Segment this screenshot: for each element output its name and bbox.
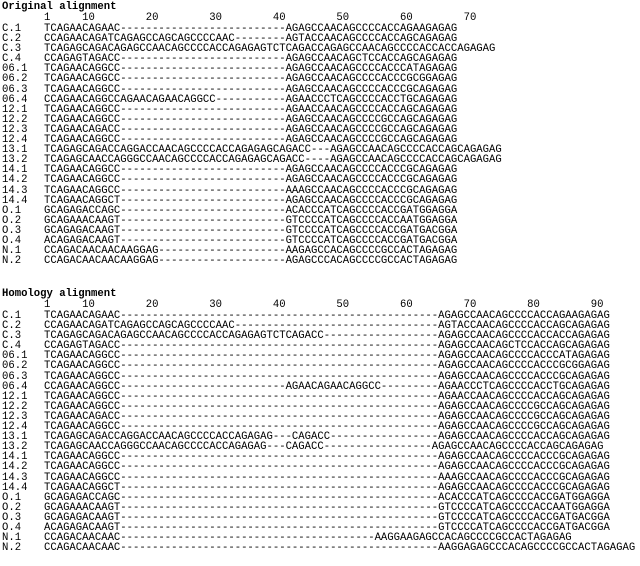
sequence-label: O.3 (2, 224, 22, 237)
sequence-string: CCAGAACAGATCAGAGCCAGCAGCCCCAAC--------AGTACCAACAGCCCCACCAGCAGAGAG (44, 33, 458, 46)
sequence-label: O.2 (2, 214, 22, 227)
sequence-label: N.2 (2, 542, 22, 555)
sequence-string: TCAGAACAGACC--------------------------AGAGCCAACAGCCCCGCCAGCAGAGAG (44, 123, 458, 136)
sequence-string: TCAGAACAGGCC--------------------------AGAGCCAACAGCCCCACCCGCAGAGAG (44, 83, 458, 96)
sequence-label: 12.2 (2, 113, 28, 126)
sequence-label: O.2 (2, 501, 22, 514)
sequence-label: 13.2 (2, 441, 28, 454)
sequence-string: GCAGAAACAAGT--------------------------GTCCCCATCAGCCCCACCAATGGAGGA (44, 214, 458, 227)
sequence-string: TCAGAGCAACCAGGGCCAACAGCCCCACCAGAGAGCAGACC----AGAGCCAACAGCCCCACCAGCAGAGAG (44, 154, 502, 167)
sequence-string: TCAGAACAGGCC--------------------------AGAGCCAACAGCCCCGCCAGCAGAGAG (44, 113, 458, 126)
sequence-label: 14.2 (2, 461, 28, 474)
sequence-label: 12.2 (2, 400, 28, 413)
sequence-string: TCAGAACAGGCC--------------------------AGAGCCAACAGCCCCACCCGCAGAGAG (44, 164, 458, 177)
sequence-label: 14.3 (2, 184, 28, 197)
sequence-label: 12.3 (2, 123, 28, 136)
sequence-string: CCAGACAACAAC----------------------------------------AAGGAAGAGCCACAGCCCCGCCACTAGAGAG (44, 532, 572, 545)
sequence-string: GCAGAAACAAGT--------------------------------------------------GTCCCCATCAGCCCCACCAATGGAGGA (44, 501, 610, 514)
sequence-label: C.3 (2, 330, 22, 343)
sequence-string: TCAGAACAGAAC--------------------------AGAGCCAACAGCCCCACCAGAAGAGAG (44, 23, 458, 35)
sequence-label: 06.1 (2, 350, 28, 363)
original-alignment-section (2, 1, 502, 266)
original-sequence-rows (2, 24, 502, 266)
sequence-label: 14.1 (2, 164, 28, 177)
sequence-string: TCAGAACAGGCC--------------------------------------------------AGAGCCAACAGCCCCACCCGCAGAGAG (44, 461, 610, 474)
sequence-string: TCAGAACAGGCC--------------------------------------------------AGAGCCAACAGCCCCACCCGCGGAGAG (44, 360, 610, 373)
sequence-label: 14.1 (2, 451, 28, 464)
sequence-string: GCAGAGACAAGT--------------------------------------------------GTCCCCATCAGCCCCACCGATGACGGA (44, 511, 610, 524)
sequence-label: O.1 (2, 204, 22, 217)
sequence-string: ACAGAGACAAGT--------------------------------------------------GTCCCCATCAGCCCCACCGATGACGGA (44, 521, 610, 534)
sequence-string: CCAGAACAGGCC--------------------------AGAACAGAACAGGCC---------AGAACCCTCAGCCCCACCTGCAGAGAG (44, 380, 610, 393)
sequence-string: GCAGAGACCAGC--------------------------------------------------ACACCCATCAGCCCCACCGATGGAGGA (44, 491, 610, 504)
homology-alignment-title: Homology alignment (2, 288, 117, 300)
sequence-label: 06.2 (2, 73, 28, 86)
sequence-string: TCAGAACAGGCC--------------------------------------------------AGAACCAACAGCCCCACCAGCAGAGAG (44, 390, 610, 403)
sequence-string: CCAGACAACAACAAGGAG--------------------AGAGCCCACAGCCCCGCCACTAGAGAG (44, 255, 458, 268)
sequence-label: 14.4 (2, 194, 28, 207)
sequence-string: TCAGAGCAGACAGAGCCAACAGCCCCACCAGAGAGTCTCAGACC------------------AGAGCCAACAGCCCCACCACCAGAGAG (44, 330, 610, 343)
sequence-label: 06.2 (2, 360, 28, 373)
sequence-row (2, 256, 502, 266)
sequence-label: 06.3 (2, 370, 28, 383)
sequence-row (2, 543, 635, 553)
homology-alignment-section (2, 288, 635, 553)
sequence-label: C.2 (2, 33, 22, 46)
sequence-label: C.1 (2, 310, 22, 322)
sequence-string: GCAGAGACCAGC--------------------------ACACCCATCAGCCCCACCGATGGAGGA (44, 204, 458, 217)
sequence-label: 14.4 (2, 481, 28, 494)
sequence-string: TCAGAACAGAAC--------------------------------------------------AGAGCCAACAGCCCCACCAGAAGAGAG (44, 310, 610, 322)
sequence-string: TCAGAGCAGACAGAGCCAACAGCCCCACCAGAGAGTCTCAGACCAGAGCCAACAGCCCCACCACCAGAGAG (44, 43, 496, 56)
sequence-string: TCAGAACAGACC--------------------------------------------------AGAGCCAACAGCCCCGCCAGCAGAGAG (44, 410, 610, 423)
sequence-string: TCAGAACAGGCT--------------------------AGAGCCAACAGCCCCACCCGCAGAGAG (44, 194, 458, 207)
original-alignment-title: Original alignment (2, 1, 117, 13)
sequence-label: 06.1 (2, 63, 28, 76)
sequence-label: 12.4 (2, 134, 28, 147)
sequence-string: TCAGAACAGGCC--------------------------------------------------AGAGCCAACAGCCCCACCCATAGAGAG (44, 350, 610, 363)
sequence-label: C.1 (2, 23, 22, 35)
sequence-label: 06.4 (2, 93, 28, 106)
sequence-string: TCAGAACAGGCC--------------------------------------------------AGAGCCAACAGCCCCGCCAGCAGAGAG (44, 421, 610, 434)
sequence-label: 06.3 (2, 83, 28, 96)
sequence-label: C.2 (2, 320, 22, 333)
sequence-string: TCAGAGCAACCAGGGCCAACAGCCCCACCAGAGAG---CAGACC-----------------AGAGCCAACAGCCCCACCAGCAGAGAG (44, 441, 604, 454)
sequence-string: TCAGAGCAGACCAGGACCAACAGCCCCACCAGAGAG---CAGACC-----------------AGAGCCAACAGCCCCACCAGCAGAGAG (44, 431, 610, 444)
sequence-label: 14.3 (2, 471, 28, 484)
sequence-string: TCAGAACAGGCC--------------------------AAAGCCAACAGCCCCACCCGCAGAGAG (44, 184, 458, 197)
sequence-string: TCAGAACAGGCT--------------------------------------------------AGAGCCAACAGCCCCACCCGCAGAGAG (44, 481, 610, 494)
sequence-label: 13.1 (2, 144, 28, 157)
homology-ruler-ticks: 1 10 20 30 40 50 60 70 80 90 (44, 299, 604, 311)
sequence-string: CCAGACAACAAC--------------------------------------------------AAGGAGAGCCCACAGCCCCGCCACTAGAGAG (44, 542, 636, 555)
sequence-label: N.2 (2, 255, 22, 268)
sequence-label: C.4 (2, 53, 22, 66)
sequence-label: 12.3 (2, 410, 28, 423)
sequence-string: ACAGAGACAAGT--------------------------GTCCCCATCAGCCCCACCGATGACGGA (44, 234, 458, 247)
sequence-string: GCAGAGACAAGT--------------------------GTCCCCATCAGCCCCACCGATGACGGA (44, 224, 458, 237)
sequence-string: TCAGAACAGGCC--------------------------------------------------AGAGCCAACAGCCCCACCCGCAGAGAG (44, 451, 610, 464)
sequence-string: TCAGAACAGGCC--------------------------AGAACCAACAGCCCCACCAGCAGAGAG (44, 103, 458, 116)
sequence-string: TCAGAGCAGACCAGGACCAACAGCCCCACCAGAGAGCAGACC---AGAGCCAACAGCCCCACCAGCAGAGAG (44, 144, 502, 157)
sequence-string: TCAGAACAGGCC--------------------------AGAGCCAACAGCCCCGCCAGCAGAGAG (44, 134, 458, 147)
sequence-label: O.4 (2, 234, 22, 247)
sequence-string: TCAGAACAGGCC--------------------------------------------------AGAGCCAACAGCCCCACCCGCAGAGAG (44, 370, 610, 383)
homology-sequence-rows (2, 311, 635, 553)
sequence-string: TCAGAACAGGCC--------------------------AGAGCCAACAGCCCCACCCATAGAGAG (44, 63, 458, 76)
sequence-label: 06.4 (2, 380, 28, 393)
sequence-string: CCAGAGTAGACC--------------------------------------------------AGAGCCAACAGCTCCACCAGCAGAGAG (44, 340, 610, 353)
sequence-label: 12.1 (2, 390, 28, 403)
sequence-label: C.3 (2, 43, 22, 56)
sequence-label: C.4 (2, 340, 22, 353)
sequence-string: CCAGACAACAACAAGGAG--------------------AAGAGCCACAGCCCCGCCACTAGAGAG (44, 245, 458, 258)
sequence-label: 12.4 (2, 421, 28, 434)
sequence-string: CCAGAGTAGACC--------------------------AGAGCCAACAGCTCCACCAGCAGAGAG (44, 53, 458, 66)
sequence-string: TCAGAACAGGCC--------------------------AGAGCCAACAGCCCCACCCGCGGAGAG (44, 73, 458, 86)
sequence-label: 12.1 (2, 103, 28, 116)
sequence-label: O.4 (2, 521, 22, 534)
sequence-string: TCAGAACAGGCC--------------------------------------------------AAAGCCAACAGCCCCACCCGCAGAGAG (44, 471, 610, 484)
sequence-label: 14.2 (2, 174, 28, 187)
sequence-label: N.1 (2, 532, 22, 545)
sequence-label: O.1 (2, 491, 22, 504)
sequence-string: CCAGAACAGATCAGAGCCAGCAGCCCCAAC--------------------------------AGTACCAACAGCCCCACCAGCAGAGAG (44, 320, 610, 333)
sequence-string: TCAGAACAGGCC--------------------------------------------------AGAGCCAACAGCCCCGCCAGCAGAGAG (44, 400, 610, 413)
sequence-label: 13.1 (2, 431, 28, 444)
sequence-string: CCAGAACAGGCCAGAACAGAACAGGCC-----------AGAACCCTCAGCCCCACCTGCAGAGAG (44, 93, 458, 106)
sequence-label: O.3 (2, 511, 22, 524)
sequence-label: 13.2 (2, 154, 28, 167)
sequence-string: TCAGAACAGGCC--------------------------AGAGCCAACAGCCCCACCCGCAGAGAG (44, 174, 458, 187)
sequence-label: N.1 (2, 245, 22, 258)
original-ruler-ticks: 1 10 20 30 40 50 60 70 (44, 12, 477, 24)
